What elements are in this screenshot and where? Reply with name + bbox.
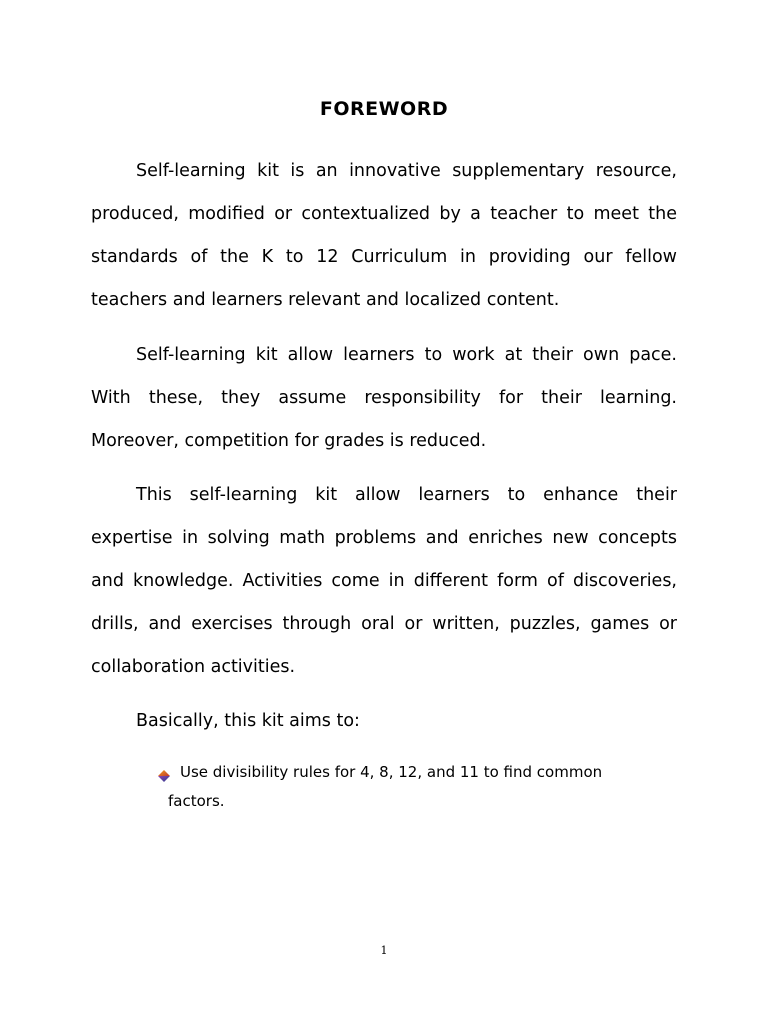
paragraph-text: This self-learning kit allow learners to enhance their expertise in solving math problems and enriches new concepts and knowledge. Activities come in different form of discoveries, drills, and exercises through oral or written, puzzles, games or collaboration activities. — [91, 485, 677, 677]
paragraph-3 — [91, 474, 677, 689]
aims-list — [156, 758, 676, 816]
arrow-bullet-icon — [156, 764, 172, 780]
page-number: 1 — [380, 944, 388, 957]
paragraph-text: Self-learning kit is an innovative supplementary resource, produced, modified or contextualized by a teacher to meet the standards of the K to 12 Curriculum in providing our fellow teachers and learners relevant and localized content. — [91, 161, 677, 310]
paragraph-text: Self-learning kit allow learners to work at their own pace. With these, they assume responsibility for their learning. Moreover, competition for grades is reduced. — [91, 345, 677, 451]
aim-text-line1: Use divisibility rules for 4, 8, 12, and 11 to find common — [180, 763, 603, 781]
paragraph-2 — [91, 334, 677, 463]
paragraph-text: Basically, this kit aims to: — [136, 711, 360, 731]
paragraph-1 — [91, 150, 677, 322]
aim-text-line2: factors. — [168, 792, 225, 810]
page-title: FOREWORD — [319, 98, 449, 120]
paragraph-4 — [91, 700, 677, 743]
list-item — [156, 758, 676, 816]
